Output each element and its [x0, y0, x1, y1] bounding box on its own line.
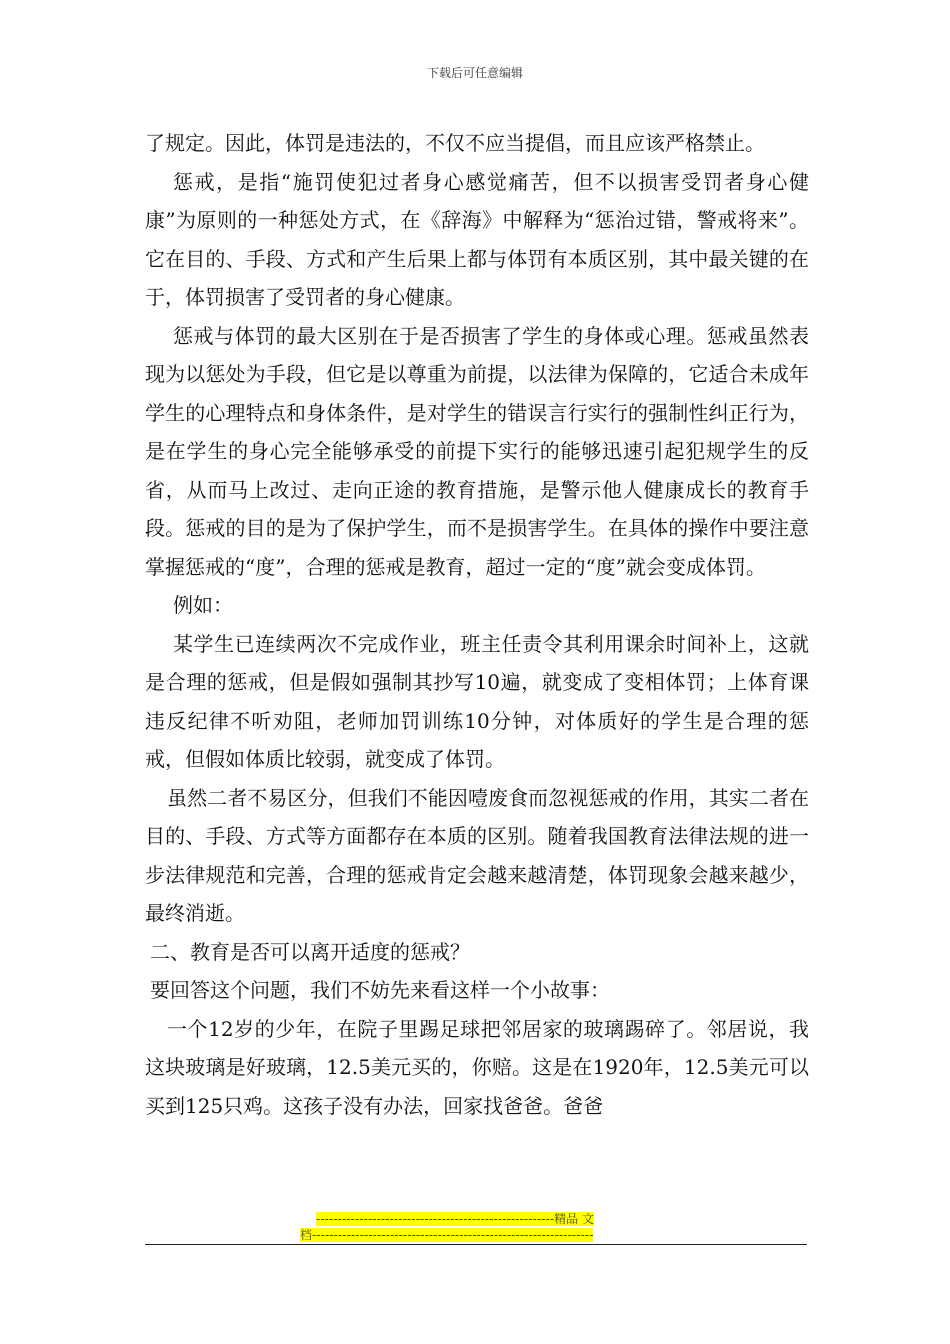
paragraph-difference: 惩戒与体罚的最大区别在于是否损害了学生的身体或心理。惩戒虽然表现为以惩处为手段，但它是以尊重为前提，以法律为保障的，它适合未成年学生的心理特点和身体条件，是对学生的错误言行实行的强制性纠正行为，是在学生的身心完全能够承受的前提下实行的能够迅速引起犯规学生的反省，从而马上改过、走向正途的教育措施，是警示他人健康成长的教育手段。惩戒的目的是为了保护学生，而不是损害学生。在具体的操作中要注意掌握惩戒的“度”，合理的惩戒是教育，超过一定的“度”就会变成体罚。 [145, 323, 809, 579]
paragraph-story: 一个12岁的少年，在院子里踢足球把邻居家的玻璃踢碎了。邻居说，我这块玻璃是好玻璃，12.5美元买的，你赔。这是在1920年，12.5美元可以买到125只鸡。这孩子没有办法，回家找爸爸。爸爸 [145, 1016, 809, 1118]
paragraph-example-intro: 例如： [173, 593, 233, 617]
paragraph-question: 要回答这个问题，我们不妨先来看这样一个小故事： [150, 978, 610, 1002]
section-heading: 二、教育是否可以离开适度的惩戒？ [150, 939, 470, 964]
footer-line-2: 档----------------------------------------------------------------- [300, 1228, 594, 1242]
footer-line-1: -------------------------------------------------------精品 文 [316, 1212, 594, 1226]
paragraph-example: 某学生已连续两次不完成作业，班主任责令其利用课余时间补上，这就是合理的惩戒，但是假如强制其抄写10遍，就变成了变相体罚；上体育课违反纪律不听劝阻，老师加罚训练10分钟，对体质好的学生是合理的惩戒，但假如体质比较弱，就变成了体罚。 [145, 631, 809, 771]
paragraph-definition: 惩戒，是指“施罚使犯过者身心感觉痛苦，但不以损害受罚者身心健康”为原则的一种惩处方式，在《辞海》中解释为“惩治过错，警戒将来”。它在目的、手段、方式和产生后果上都与体罚有本质区别，其中最关键的在于，体罚损害了受罚者的身心健康。 [145, 169, 809, 309]
paragraph-continuation: 了规定。因此，体罚是违法的，不仅不应当提倡，而且应该严格禁止。 [145, 131, 765, 155]
footer-banner [300, 1211, 650, 1243]
document-body [145, 124, 809, 1125]
page-header: 下载后可任意编辑 [426, 66, 523, 80]
footer-divider [145, 1244, 807, 1245]
paragraph-conclusion: 虽然二者不易区分，但我们不能因噎废食而忽视惩戒的作用，其实二者在目的、手段、方式等方面都存在本质的区别。随着我国教育法律法规的进一步法律规范和完善，合理的惩戒肯定会越来越清楚，体罚现象会越来越少，最终消逝。 [145, 785, 809, 925]
